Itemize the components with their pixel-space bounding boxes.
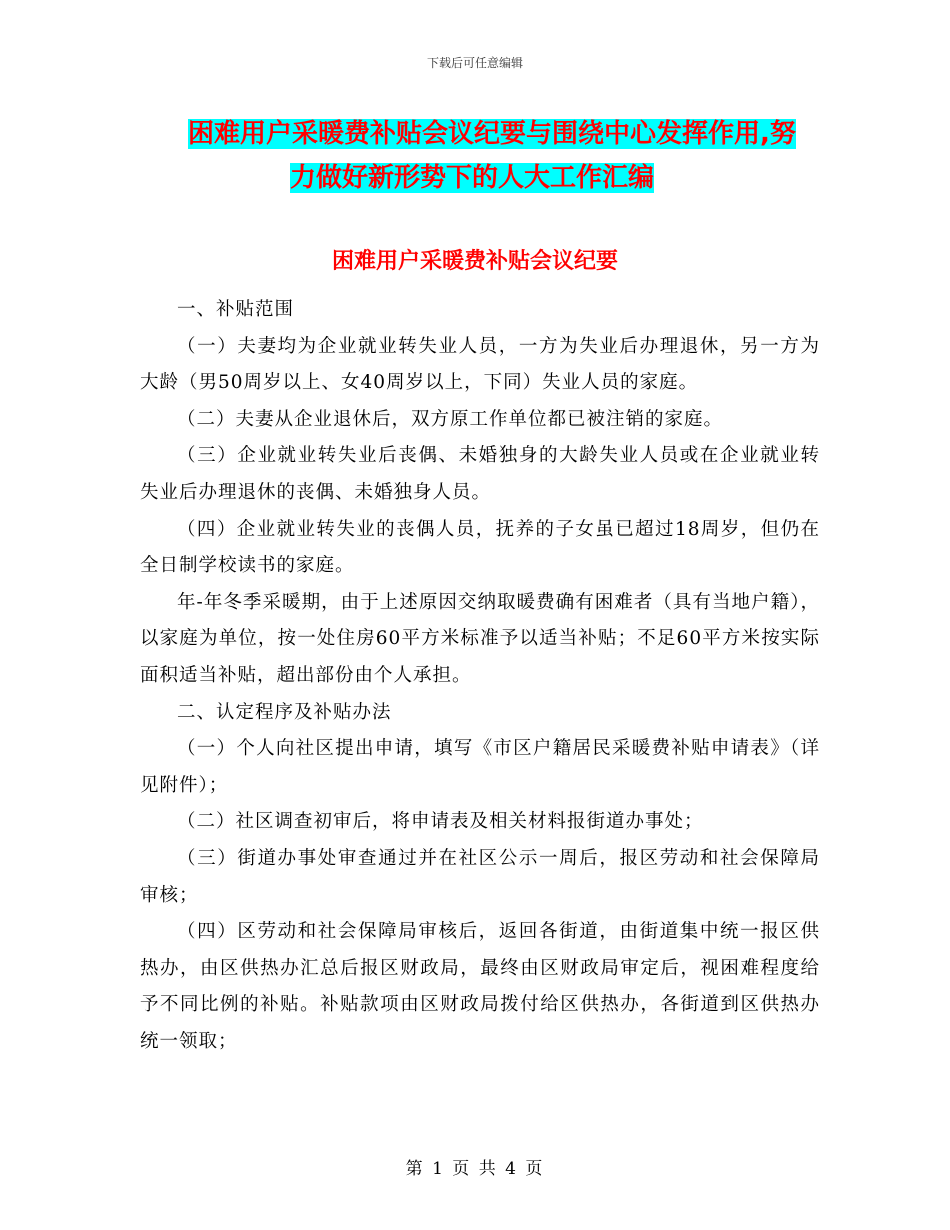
footer-mid2: 共: [478, 1159, 498, 1179]
paragraph: （四）区劳动和社会保障局审核后，返回各街道，由街道集中统一报区供热办，由区供热办汇总后报区财政局，最终由区财政局审定后，视困难程度给予不同比例的补贴。补贴款项由区财政局拨付给区供热办，各街道到区供热办统一领取；: [140, 921, 820, 1052]
paragraph: （三）街道办事处审查通过并在社区公示一周后，报区劳动和社会保障局审核；: [140, 847, 820, 906]
page-footer: [0, 1154, 950, 1179]
paragraph: （三）企业就业转失业后丧偶、未婚独身的大龄失业人员或在企业就业转失业后办理退休的丧偶、未婚独身人员。: [140, 445, 820, 503]
title-line-2-text: 力做好新形势下的人大工作汇编: [290, 163, 655, 193]
paragraph: 年-年冬季采暖期，由于上述原因交纳取暖费确有困难者（具有当地户籍），以家庭为单位，按一处住房60平方米标准予以适当补贴；不足60平方米按实际面积适当补贴，超出部份由个人承担。: [140, 591, 820, 686]
paragraph: （四）企业就业转失业的丧偶人员，抚养的子女虽已超过18周岁，但仍在全日制学校读书的家庭。: [140, 518, 820, 577]
footer-suffix: 页: [525, 1159, 545, 1179]
section-title: 困难用户采暖费补贴会议纪要: [331, 249, 618, 274]
paragraph: （二）夫妻从企业退休后，双方原工作单位都已被注销的家庭。: [177, 408, 724, 430]
section-heading-scope: 一、补贴范围: [177, 299, 295, 320]
title-line-1: [140, 112, 820, 156]
footer-current-page: 1: [432, 1159, 445, 1179]
title-line-2: [140, 156, 820, 200]
footer-total-pages: 4: [505, 1159, 518, 1179]
paragraph: （一）夫妻均为企业就业转失业人员，一方为失业后办理退休，另一方为大龄（男50周岁以上、女40周岁以上，下同）失业人员的家庭。: [140, 335, 820, 394]
paragraph: （一）个人向社区提出申请，填写《市区户籍居民采暖费补贴申请表》（详见附件）；: [140, 738, 820, 796]
footer-mid1: 页: [452, 1159, 472, 1179]
footer-prefix: 第: [405, 1159, 425, 1179]
section-heading-procedure: 二、认定程序及补贴办法: [177, 701, 392, 723]
title-line-1-text: 困难用户采暖费补贴会议纪要与围绕中心发挥作用,努: [188, 119, 796, 149]
paragraph: （二）社区调查初审后，将申请表及相关材料报街道办事处；: [177, 811, 704, 833]
page-header-note: 下载后可任意编辑: [426, 56, 523, 70]
document-body: [140, 292, 820, 1060]
document-title: [140, 112, 820, 200]
